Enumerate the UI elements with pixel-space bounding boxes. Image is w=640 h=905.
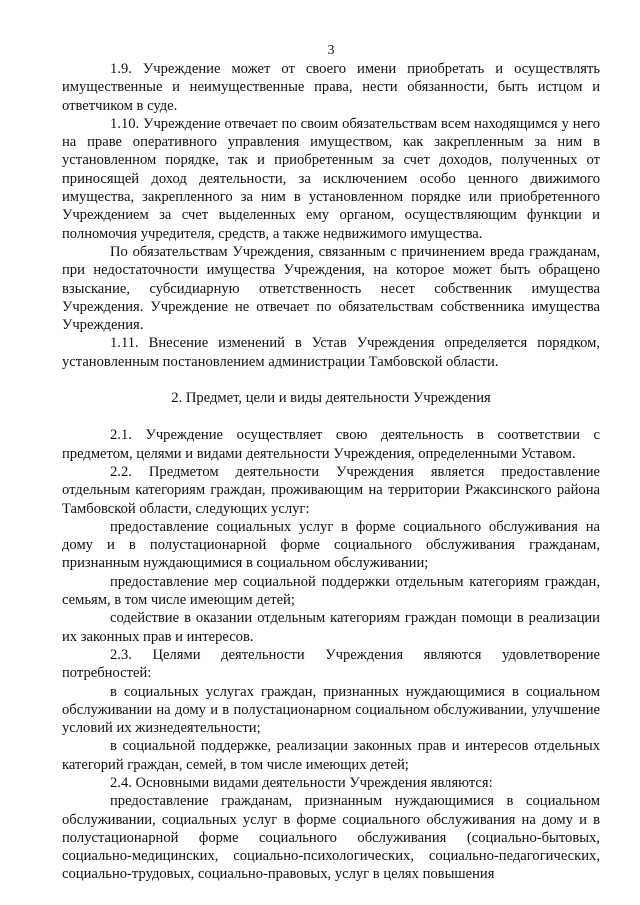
paragraph-2-1: 2.1. Учреждение осуществляет свою деятельность в соответствии с предметом, целями и видами деятельности Учреждения, определенными Уставом.	[62, 427, 600, 462]
document-body	[62, 60, 600, 884]
paragraph-1-9: 1.9. Учреждение может от своего имени приобретать и осуществлять имущественные и неимущественные права, нести обязанности, быть истцом и ответчиком в суде.	[62, 61, 600, 114]
paragraph-2-4: 2.4. Основными видами деятельности Учреждения являются:	[110, 774, 493, 791]
paragraph-1-10: 1.10. Учреждение отвечает по своим обязательствам всем находящимся у него на праве оперативного управления имуществом, как закрепленным за ним в установленном порядке, так и приобретенным за счет доходов, полученных от приносящей доход деятельности, за исключением особо ценного движимого имущества, закрепленного за ним в установленном порядке или приобретенного Учреждением за счет выделенных ему органом, осуществляющим функции и полномочия учредителя, средств, а также недвижимого имущества.	[62, 115, 600, 242]
list-item-activity-services: предоставление гражданам, признанным нуждающимися в социальном обслуживании, социальных услуг в форме социального обслуживания на дому и в полустационарной форме социального обслуживания (социально-бытовых, социально-медицинских, социально-психологических, социально-педагогических, социально-трудовых, социально-правовых, услуг в целях повышения	[62, 793, 600, 883]
paragraph-liability: По обязательствам Учреждения, связанным с причинением вреда гражданам, при недостаточности имущества Учреждения, на которое может быть обращено взыскание, субсидиарную ответственность несет собственник имущества Учреждения. Учреждение не отвечает по обязательствам собственника имущества Учреждения.	[62, 243, 600, 334]
list-item-goal-support: в социальной поддержке, реализации законных прав и интересов отдельных категорий граждан, семей, в том числе имеющих детей;	[62, 738, 600, 773]
list-item-social-services: предоставление социальных услуг в форме социального обслуживания на дому и в полустационарной форме социального обслуживания гражданам, признанным нуждающимися в социальном обслуживании;	[62, 518, 600, 572]
paragraph-2-2: 2.2. Предметом деятельности Учреждения является предоставление отдельным категориям граждан, проживающим на территории Ржаксинского района Тамбовской области, следующих услуг:	[62, 463, 600, 517]
list-item-goal-services: в социальных услугах граждан, признанных нуждающимися в социальном обслуживании на дому и в полустационарном социальном обслуживании, улучшение условий их жизнедеятельности;	[62, 683, 600, 737]
page-number: 3	[327, 43, 335, 58]
list-item-social-support: предоставление мер социальной поддержки отдельным категориям граждан, семьям, в том числе имеющим детей;	[62, 573, 600, 609]
paragraph-1-11: 1.11. Внесение изменений в Устав Учреждения определяется порядком, установленным постановлением администрации Тамбовской области.	[62, 335, 600, 370]
paragraph-2-3: 2.3. Целями деятельности Учреждения являются удовлетворение потребностей:	[62, 646, 600, 682]
list-item-legal-assistance: содействие в оказании отдельным категориям граждан помощи в реализации их законных прав и интересов.	[62, 610, 600, 645]
section-title: 2. Предмет, цели и виды деятельности Учреждения	[171, 390, 491, 407]
